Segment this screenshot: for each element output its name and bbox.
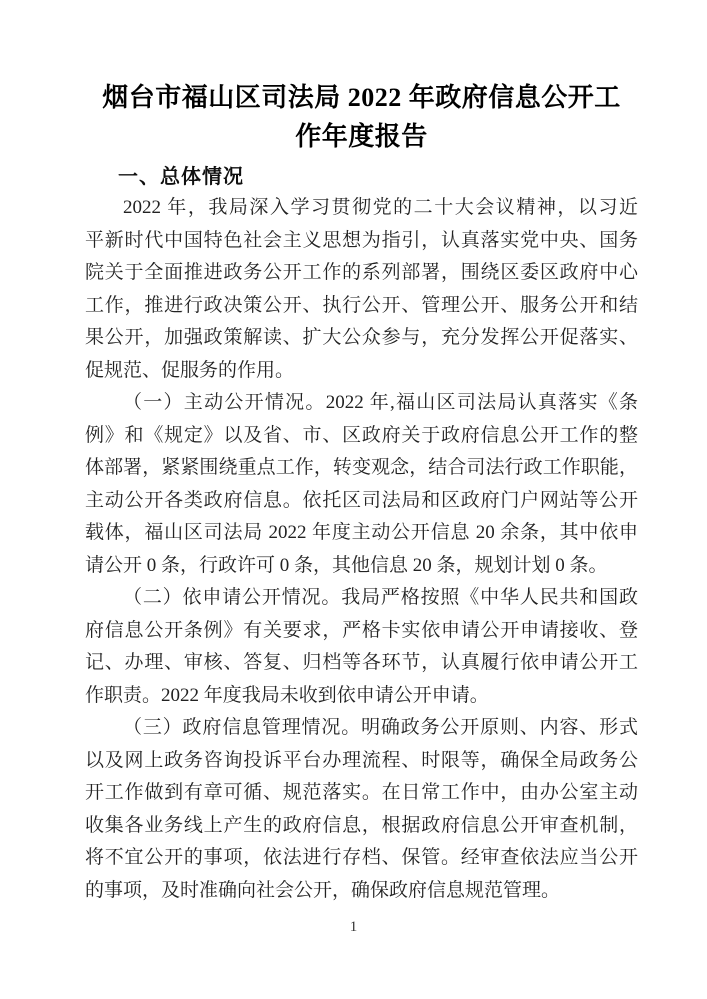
paragraph-proactive-disclosure: [85, 387, 638, 582]
paragraph-line: 体部署，紧紧围绕重点工作，转变观念，结合司法行政工作职能，: [85, 457, 638, 478]
paragraph-line: 果公开，加强政策解读、扩大公众参与，充分发挥公开促落实、: [85, 327, 638, 348]
document-title-line-2: 作年度报告: [295, 122, 428, 151]
paragraph-line: 记、办理、审核、答复、归档等各环节，认真履行依申请公开工: [85, 652, 638, 673]
paragraph-line: 载体，福山区司法局 2022 年度主动公开信息 20 余条，其中依申: [85, 522, 638, 543]
paragraph-line: 开工作做到有章可循、规范落实。在日常工作中，由办公室主动: [85, 782, 638, 803]
document-title: [85, 78, 638, 156]
paragraph-line: 请公开 0 条，行政许可 0 条，其他信息 20 条，规划计划 0 条。: [85, 554, 608, 576]
paragraph-line: 工作，推进行政决策公开、执行公开、管理公开、服务公开和结: [85, 294, 638, 316]
paragraph-line: 以及网上政务咨询投诉平台办理流程、时限等，确保全局政务公: [85, 749, 638, 771]
paragraph-disclosure-upon-request: [85, 582, 638, 712]
paragraph-line: 促规范、促服务的作用。: [85, 359, 295, 381]
paragraph-line: 的事项，及时准确向社会公开，确保政府信息规范管理。: [85, 879, 561, 901]
paragraph-line: 平新时代中国特色社会主义思想为指引，认真落实党中央、国务: [85, 229, 638, 251]
document-content: [85, 78, 638, 907]
document-title-line-1: 烟台市福山区司法局 2022 年政府信息公开工: [102, 83, 621, 112]
paragraph-information-management: [85, 712, 638, 907]
paragraph-line: 收集各业务线上产生的政府信息，根据政府信息公开审查机制，: [85, 814, 638, 836]
paragraph-line: 院关于全面推进政务公开工作的系列部署，围绕区委区政府中心: [85, 262, 638, 283]
section-heading: 一、总体情况: [118, 166, 244, 188]
paragraph-line: 例》和《规定》以及省、市、区政府关于政府信息公开工作的整: [85, 424, 638, 446]
page-number: 1: [349, 919, 358, 935]
paragraph-line: （一）主动公开情况。2022 年,福山区司法局认真落实《条: [123, 392, 638, 413]
paragraph-line: 主动公开各类政府信息。依托区司法局和区政府门户网站等公开: [85, 489, 638, 511]
paragraph-line: 府信息公开条例》有关要求，严格卡实依申请公开申请接收、登: [85, 619, 638, 641]
paragraph-overview: [85, 192, 638, 387]
paragraph-line: 将不宜公开的事项，依法进行存档、保管。经审查依法应当公开: [85, 847, 638, 868]
paragraph-line: （二）依申请公开情况。我局严格按照《中华人民共和国政: [123, 587, 638, 608]
paragraph-line: 2022 年，我局深入学习贯彻党的二十大会议精神，以习近: [123, 197, 638, 218]
paragraph-line: 作职责。2022 年度我局未收到依申请公开申请。: [85, 684, 489, 706]
paragraph-line: （三）政府信息管理情况。明确政务公开原则、内容、形式: [123, 717, 638, 738]
